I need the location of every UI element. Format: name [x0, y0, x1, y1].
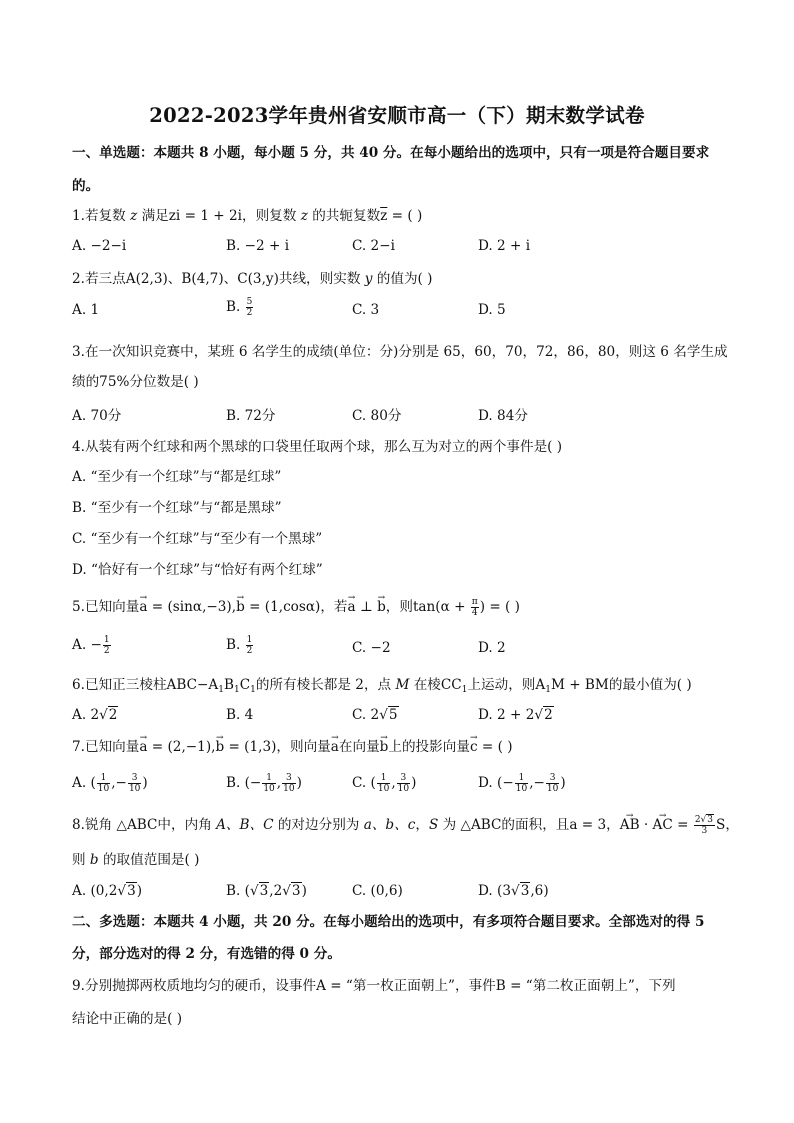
option-a: A. (0,2√3) — [72, 883, 143, 899]
option-b-prefix: B. — [226, 637, 245, 653]
vector-ac: → AC — [653, 815, 673, 835]
option-c: C. 2−i — [352, 238, 395, 254]
subscript: 1 — [233, 685, 240, 695]
vector-b-2: → b — [380, 737, 389, 757]
question-number: 8. — [72, 817, 85, 833]
vector-ab: → AB — [620, 815, 640, 835]
q7-text-c: = (1,3)，则向量 — [224, 739, 331, 755]
q8-text-d: 为 △ABC的面积，且a = 3， — [438, 817, 620, 833]
option-d-prefix: D. (− — [478, 775, 514, 791]
fraction — [397, 773, 410, 794]
q6-text-g: M + BM的最小值为( ) — [550, 677, 692, 693]
option-b — [226, 635, 254, 656]
q8-text-b: 的对边分别为 — [273, 817, 364, 833]
q5-text-a: 已知向量 — [84, 599, 140, 615]
q7-text-f: = ( ) — [477, 739, 513, 755]
q1-var-2: z — [300, 208, 308, 224]
option-c-prefix: C. 2 — [352, 707, 380, 723]
q5-text-f: ) = ( ) — [479, 599, 520, 615]
q7-text-e: 上的投影向量 — [388, 739, 470, 755]
question-3-cont: 绩的75%分位数是( ) — [72, 374, 199, 390]
fraction — [97, 773, 110, 794]
section-heading-1: 一、单选题：本题共 8 小题，每小题 5 分，共 40 分。在每小题给出的选项中，只有一项是符合题目要求 — [72, 145, 710, 161]
subscript: 1 — [218, 685, 224, 695]
question-number: 1. — [72, 208, 85, 224]
q4-text: 从装有两个红球和两个黑球的口袋里任取两个球，那么互为对立的两个事件是( ) — [84, 439, 563, 455]
fraction-numerator: 2√3 — [694, 815, 714, 825]
subscript: 1 — [545, 685, 551, 695]
option-c: C. “至少有一个红球”与“至少有一个黑球” — [72, 531, 323, 547]
question-number: 9. — [72, 978, 85, 994]
fraction — [282, 773, 295, 794]
fraction — [377, 773, 390, 794]
q1-conj: $\overline{z}$ — [380, 208, 388, 224]
q7-text-b: = (2,−1), — [147, 739, 216, 755]
close-paren: ) — [560, 775, 566, 791]
option-b: B. 4 — [226, 707, 254, 723]
q8-sides: a、b、c — [363, 817, 416, 833]
question-1 — [72, 206, 422, 226]
q7-text-a: 已知向量 — [84, 739, 140, 755]
close-paren: ) — [411, 775, 417, 791]
fraction-denominator: 4 — [471, 608, 478, 618]
q1-options — [72, 238, 732, 260]
close-paren: ) — [296, 775, 302, 791]
fraction-numerator: 5 — [246, 297, 253, 307]
question-3 — [72, 342, 728, 362]
q7-text-d: 在向量 — [338, 739, 380, 755]
option-c: C. 80分 — [352, 408, 402, 424]
q2-text: 若三点A(2,3)、B(4,7)、C(3,y)共线，则实数 — [84, 271, 365, 287]
q8-area-var: S — [428, 817, 439, 833]
option-b-mid: ,2 — [269, 883, 283, 899]
radicand: 3 — [127, 883, 136, 899]
q8-line2-a: 则 — [72, 852, 90, 868]
option-d-suffix: ,6) — [530, 883, 549, 899]
q8-options — [72, 883, 732, 905]
radicand: 2 — [108, 707, 118, 723]
option-c: C. 2√5 — [352, 707, 398, 723]
radicand: 3 — [707, 815, 714, 825]
option-a-prefix: A. (0,2 — [72, 883, 118, 899]
subscript: 1 — [461, 685, 468, 695]
option-a — [72, 635, 112, 656]
subscript: 1 — [250, 685, 256, 695]
fraction-numerator: 3 — [546, 773, 559, 784]
fraction-numerator: 1 — [246, 635, 253, 645]
question-4 — [72, 437, 562, 457]
question-9-cont: 结论中正确的是( ) — [72, 1011, 183, 1027]
radicand: 3 — [520, 883, 530, 899]
question-number: 3. — [72, 344, 85, 360]
fraction-denominator: 10 — [515, 784, 528, 794]
option-a-prefix: A. ( — [72, 775, 96, 791]
option-d-prefix: D. 2 + 2 — [478, 707, 535, 723]
option-d-prefix: D. (3 — [478, 883, 512, 899]
option-b — [226, 773, 302, 794]
fraction-numerator: 1 — [377, 773, 390, 784]
q8-text-e: = — [672, 817, 693, 833]
fraction-pi-over-4 — [471, 597, 479, 618]
q1-text-b: 满足zi = 1 + 2i，则复数 — [137, 208, 301, 224]
fraction-denominator: 10 — [97, 784, 110, 794]
q6-text-d: 的所有棱长都是 2，点 — [255, 677, 396, 693]
q8-angles: A、B、C — [216, 817, 274, 833]
option-b: B. “至少有一个红球”与“都是黑球” — [72, 500, 282, 516]
q6-text-b: B — [223, 677, 234, 693]
option-b: B. (√3,2√3) — [226, 883, 307, 899]
option-d: D. 2 + 2√2 — [478, 707, 553, 723]
fraction — [262, 773, 275, 794]
question-9 — [72, 976, 676, 996]
option-a: A. 70分 — [72, 408, 122, 424]
section-heading-2: 二、多选题：本题共 4 小题，共 20 分。在每小题给出的选项中，有多项符合题目要求。全部选对的得 5 — [72, 914, 705, 930]
separator: , — [391, 775, 396, 791]
separator: ,− — [111, 775, 127, 791]
option-b-prefix: B. — [226, 299, 245, 315]
option-b: B. −2 + i — [226, 238, 290, 254]
option-d: D. 84分 — [478, 408, 528, 424]
vector-b: → b — [215, 737, 224, 757]
option-b-prefix: B. (− — [226, 775, 262, 791]
vector-b: → b — [236, 597, 245, 617]
option-a — [72, 773, 148, 794]
option-c — [352, 773, 416, 794]
fraction-numerator: π — [471, 597, 478, 607]
question-number: 6. — [72, 677, 85, 693]
q6-text-c: C — [239, 677, 251, 693]
fraction — [546, 773, 559, 794]
option-a: A. 2√2 — [72, 707, 118, 723]
radicand: 2 — [544, 707, 553, 723]
fraction-numerator: 3 — [397, 773, 410, 784]
option-c-prefix: C. ( — [352, 775, 376, 791]
fraction-numerator: 3 — [282, 773, 295, 784]
q5-text-b: = (sinα,−3), — [147, 599, 237, 615]
option-b — [226, 297, 254, 318]
fraction — [694, 815, 715, 836]
fraction-numerator: 1 — [97, 773, 110, 784]
fraction — [128, 773, 141, 794]
question-5 — [72, 597, 520, 618]
close-paren: ) — [142, 775, 148, 791]
option-d: D. 2 — [478, 640, 506, 656]
vector-a-2: → a — [331, 737, 339, 757]
q8-text-c: ， — [415, 817, 429, 833]
fraction-denominator: 2 — [246, 646, 253, 656]
fraction-denominator: 2 — [246, 308, 253, 318]
fraction-denominator: 10 — [397, 784, 410, 794]
option-a: A. 1 — [72, 302, 100, 318]
section-heading-2-cont: 分，部分选对的得 2 分，有选错的得 0 分。 — [72, 946, 341, 962]
q8-text-f: S， — [716, 817, 739, 833]
numerator-coefficient: 2 — [694, 815, 701, 825]
radicand: 5 — [388, 707, 398, 723]
question-2 — [72, 269, 432, 289]
fraction-denominator: 10 — [263, 784, 275, 794]
fraction-denominator: 2 — [103, 646, 110, 656]
q3-options — [72, 404, 732, 426]
separator: , — [276, 775, 282, 791]
fraction — [246, 297, 254, 318]
q6-var: M — [395, 677, 410, 693]
q3-text: 在一次知识竞赛中，某班 6 名学生的成绩(单位：分)分别是 65，60，70，72，86，80，则这 6 名学生成 — [84, 344, 728, 360]
option-d: D. 5 — [478, 302, 506, 318]
vector-b-2: → b — [377, 597, 386, 617]
q6-text-f: 上运动，则A — [467, 677, 546, 693]
question-6 — [72, 675, 692, 700]
option-a: A. “至少有一个红球”与“都是红球” — [72, 469, 282, 485]
option-b-suffix: ) — [301, 883, 307, 899]
option-b: B. 72分 — [226, 408, 276, 424]
q1-text-c: 的共轭复数 — [307, 208, 381, 224]
option-a-prefix: A. − — [72, 637, 102, 653]
section-heading-1-cont: 的。 — [72, 178, 100, 194]
vector-a: → a — [139, 737, 147, 757]
fraction-denominator: 10 — [128, 784, 141, 794]
q1-var: z — [130, 208, 138, 224]
vector-c: → c — [470, 737, 478, 757]
question-number: 7. — [72, 739, 85, 755]
fraction-numerator: 1 — [262, 773, 275, 784]
dot-operator: · — [639, 817, 653, 833]
option-a-suffix: ) — [136, 883, 143, 899]
q6-text-e: 在棱CC — [409, 677, 462, 693]
q6-options — [72, 707, 732, 729]
option-c: C. 3 — [352, 302, 380, 318]
q2-var: y — [364, 271, 373, 287]
fraction — [103, 635, 111, 656]
fraction-denominator: 3 — [701, 826, 708, 836]
option-c: C. (0,6) — [352, 883, 403, 899]
question-8-cont — [72, 850, 199, 870]
radicand: 3 — [259, 883, 269, 899]
fraction-numerator: 3 — [128, 773, 141, 784]
option-b-prefix: B. ( — [226, 883, 250, 899]
page-title: 2022-2023学年贵州省安顺市高一（下）期末数学试卷 — [149, 104, 645, 127]
question-7 — [72, 737, 513, 757]
fraction — [246, 635, 254, 656]
option-c: C. −2 — [352, 640, 391, 656]
vector-a-2: → a — [348, 597, 356, 617]
option-a-prefix: A. 2 — [72, 707, 100, 723]
option-a: A. −2−i — [72, 238, 127, 254]
q5-text-e: ，则tan(α + — [385, 599, 470, 615]
q5-options — [72, 635, 732, 662]
q2-text-b: 的值为( ) — [372, 271, 433, 287]
fraction-denominator: 10 — [283, 784, 295, 794]
fraction-denominator: 10 — [377, 784, 390, 794]
q2-options — [72, 297, 732, 324]
q8-text-a: 锐角 △ABC中，内角 — [84, 817, 217, 833]
question-number: 2. — [72, 271, 85, 287]
option-d: D. “恰好有一个红球”与“恰好有两个红球” — [72, 562, 323, 578]
q1-text-d: = ( ) — [387, 208, 423, 224]
q6-text-a: 已知正三棱柱ABC−A — [84, 677, 219, 693]
fraction-denominator: 10 — [546, 784, 559, 794]
q7-options — [72, 773, 732, 795]
fraction-numerator: 1 — [103, 635, 110, 645]
q8-line2-b: 的取值范围是( ) — [98, 852, 200, 868]
radicand: 3 — [291, 883, 301, 899]
q1-text-a: 若复数 — [84, 208, 131, 224]
vector-a: → a — [139, 597, 147, 617]
separator: ,− — [529, 775, 545, 791]
option-d: D. (3√3,6) — [478, 883, 549, 899]
q8-var-b: b — [89, 852, 99, 868]
fraction-numerator: 1 — [515, 773, 528, 784]
option-d — [478, 773, 566, 794]
option-d: D. 2 + i — [478, 238, 531, 254]
question-8 — [72, 815, 739, 836]
q9-text: 分别抛掷两枚质地均匀的硬币，设事件A = “第一枚正面朝上”，事件B = “第二枚正面朝上”，下列 — [84, 978, 676, 994]
fraction — [515, 773, 528, 794]
question-number: 4. — [72, 439, 85, 455]
question-number: 5. — [72, 599, 85, 615]
q5-text-d: ⊥ — [355, 599, 378, 615]
q5-text-c: = (1,cosα)，若 — [244, 599, 348, 615]
